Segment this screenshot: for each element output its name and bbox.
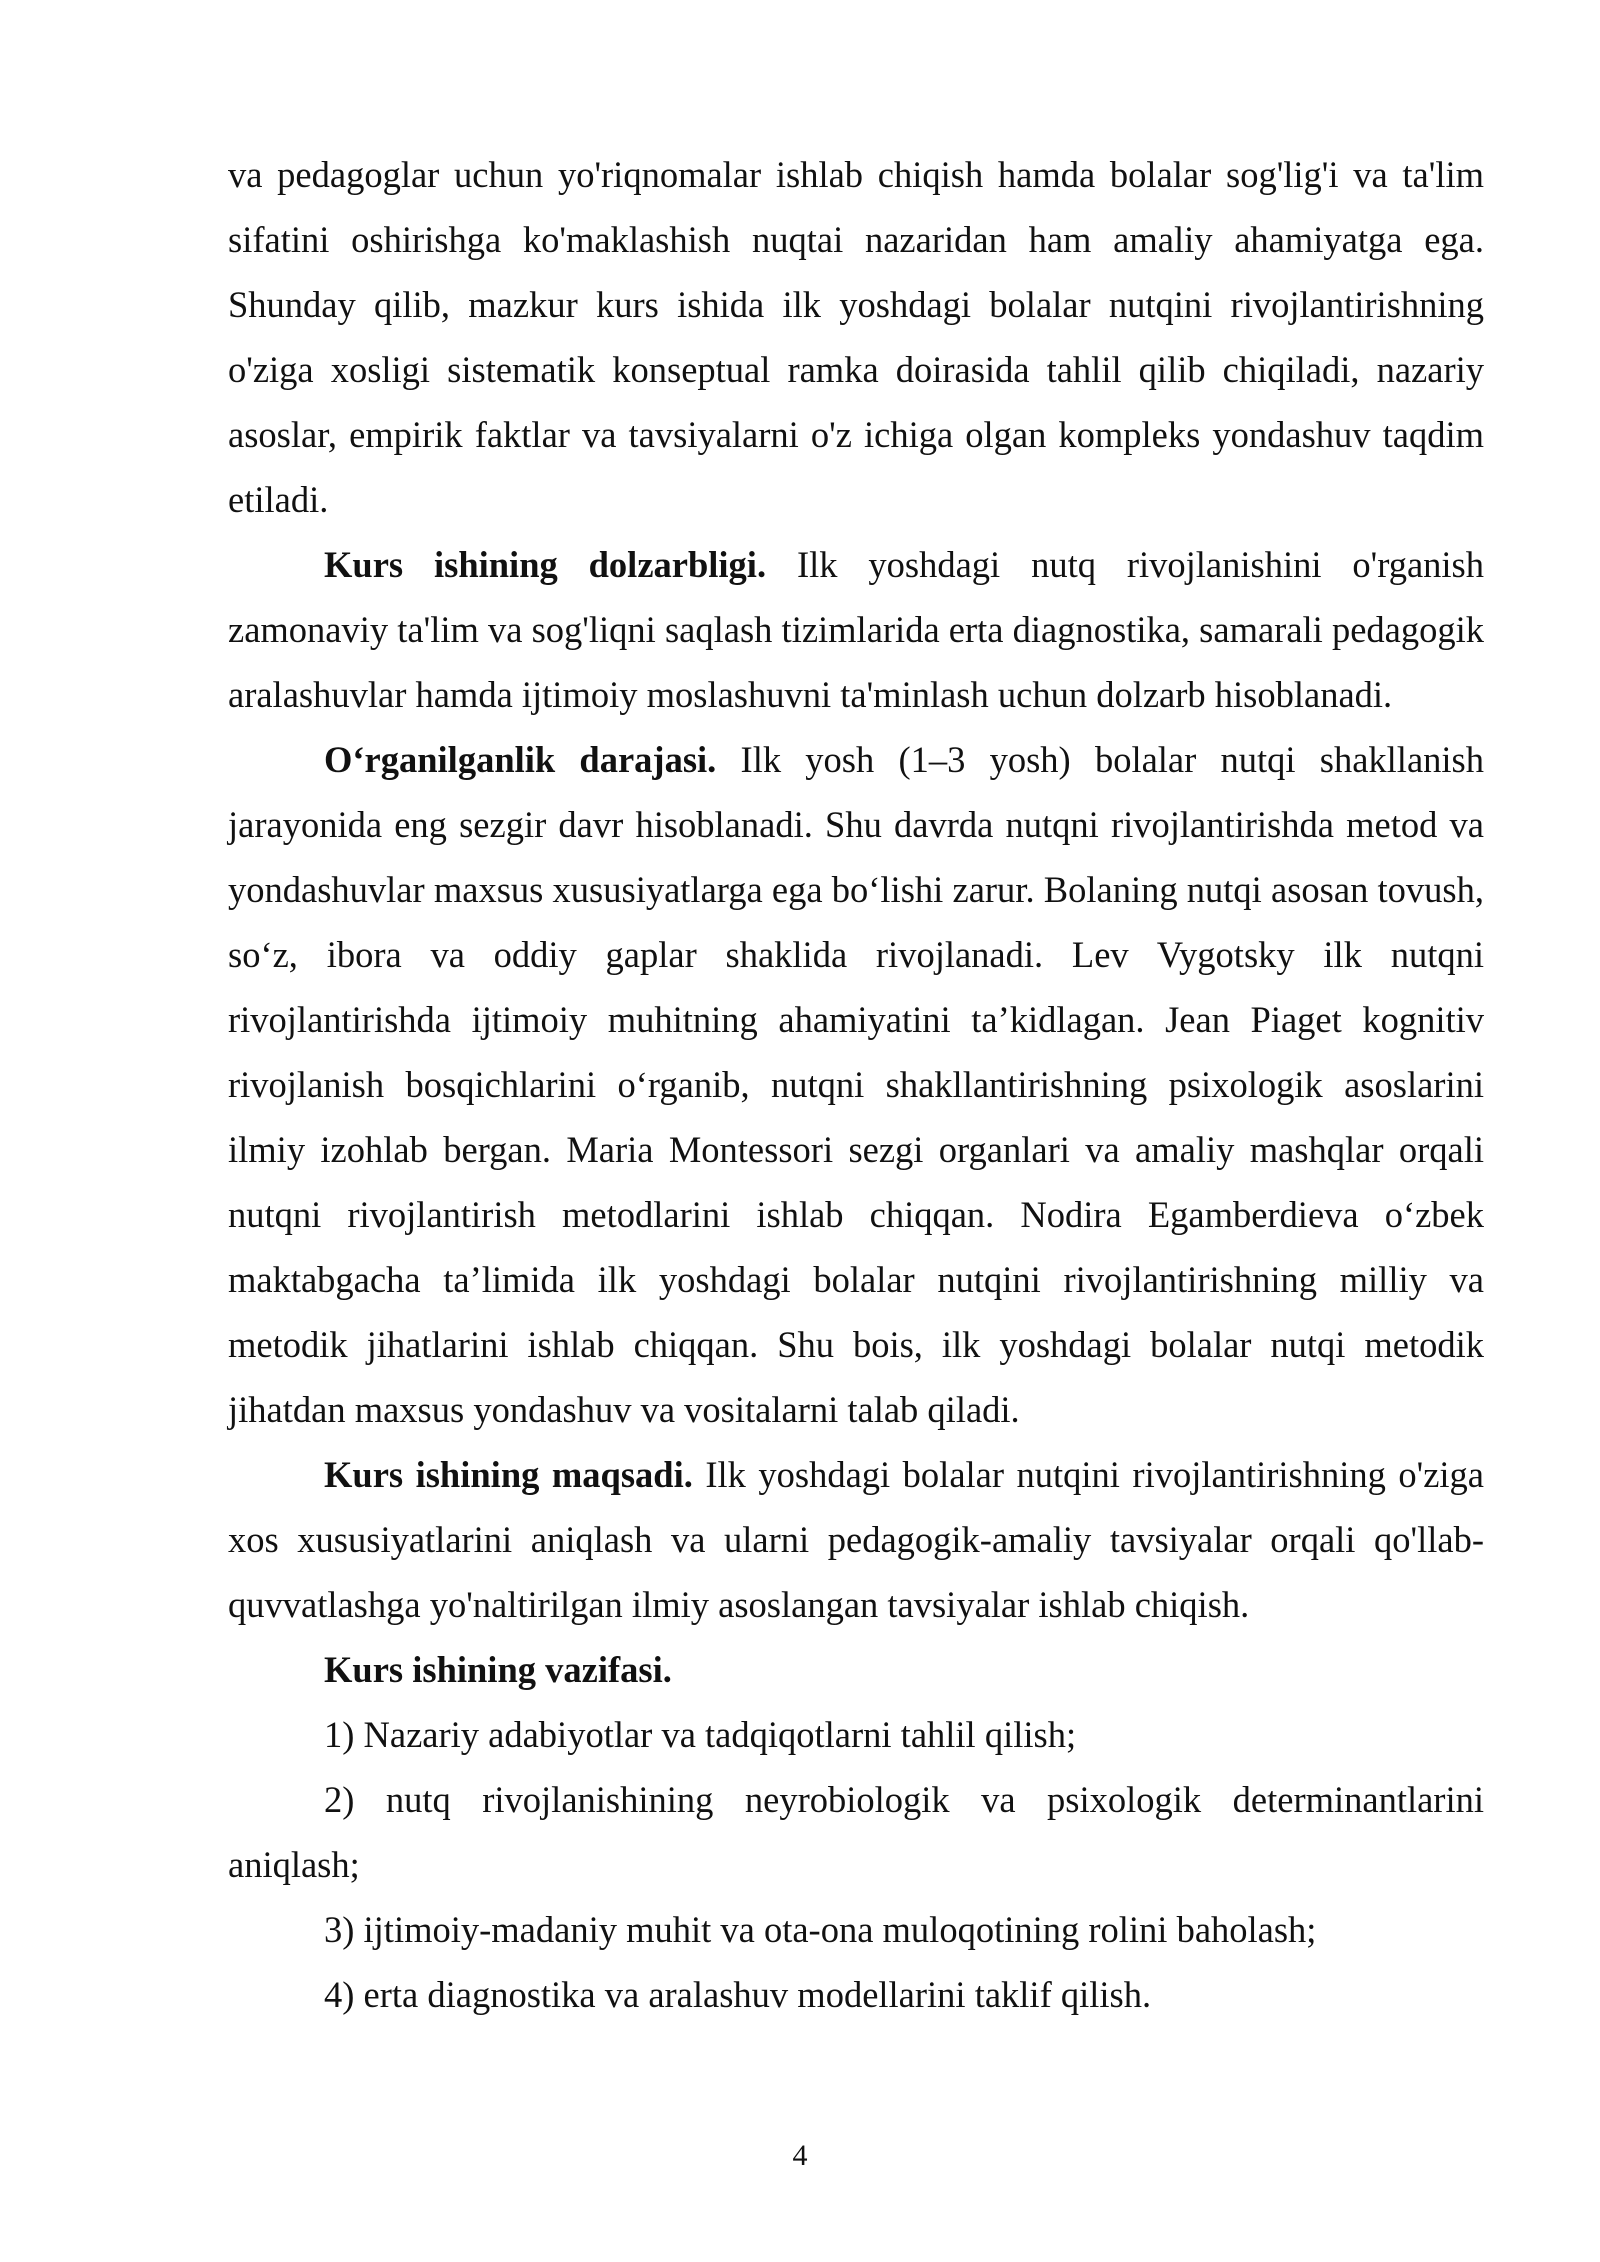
- goal-heading: Kurs ishining maqsadi.: [324, 1454, 693, 1495]
- goal-paragraph: [228, 1442, 1484, 1637]
- tasks-heading: Kurs ishining vazifasi.: [324, 1649, 672, 1690]
- relevance-text: Ilk yoshdagi nutq rivojlanishini o'rganish zamonaviy ta'lim va sog'liqni saqlash tizimlarida erta diagnostika, samarali pedagogik aralashuvlar hamda ijtimoiy moslashuvni ta'minlash uchun dolzarb hisoblanadi.: [228, 544, 1484, 715]
- task-item: 2) nutq rivojlanishining neyrobiologik va psixologik determinantlarini aniqlash;: [228, 1779, 1484, 1885]
- intro-paragraph: va pedagoglar uchun yo'riqnomalar ishlab chiqish hamda bolalar sog'lig'i va ta'lim sifatini oshirishga ko'maklashish nuqtai nazaridan ham amaliy ahamiyatga ega. Shunday qilib, mazkur kurs ishida ilk yoshdagi bolalar nutqini rivojlantirishning o'ziga xosligi sistematik konseptual ramka doirasida tahlil qilib chiqiladi, nazariy asoslar, empirik faktlar va tavsiyalarni o'z ichiga olgan kompleks yondashuv taqdim etiladi.: [228, 154, 1484, 520]
- study-level-heading: O‘rganilganlik darajasi.: [324, 739, 717, 780]
- relevance-heading: Kurs ishining dolzarbligi.: [324, 544, 767, 585]
- study-level-text: Ilk yosh (1–3 yosh) bolalar nutqi shakllanish jarayonida eng sezgir davr hisoblanadi. Shu davrda nutqni rivojlantirishda metod va yondashuvlar maxsus xususiyatlarga ega bo‘lishi zarur. Bolaning nutqi asosan tovush, so‘z, ibora va oddiy gaplar shaklida rivojlanadi. Lev Vygotsky ilk nutqni rivojlantirishda ijtimoiy muhitning ahamiyatini ta’kidlagan. Jean Piaget kognitiv rivojlanish bosqichlarini o‘rganib, nutqni shakllantirishning psixologik asoslarini ilmiy izohlab bergan. Maria Montessori sezgi organlari va amaliy mashqlar orqali nutqni rivojlantirish metodlarini ishlab chiqqan. Nodira Egamberdieva o‘zbek maktabgacha ta’limida ilk yoshdagi bolalar nutqini rivojlantirishning milliy va metodik jihatlarini ishlab chiqqan. Shu bois, ilk yoshdagi bolalar nutqi metodik jihatdan maxsus yondashuv va vositalarni talab qiladi.: [228, 739, 1484, 1430]
- relevance-paragraph: [228, 532, 1484, 727]
- task-item: 3) ijtimoiy-madaniy muhit va ota-ona muloqotining rolini baholash;: [324, 1909, 1317, 1950]
- page-number: 4: [792, 2139, 808, 2172]
- task-item: 4) erta diagnostika va aralashuv modellarini taklif qilish.: [324, 1974, 1152, 2015]
- document-body: [228, 142, 1484, 2027]
- goal-text: Ilk yoshdagi bolalar nutqini rivojlantirishning o'ziga xos xususiyatlarini aniqlash va ularni pedagogik-amaliy tavsiyalar orqali qo'llab-quvvatlashga yo'naltirilgan ilmiy asoslangan tavsiyalar ishlab chiqish.: [228, 1454, 1484, 1625]
- study-level-paragraph: [228, 727, 1484, 1442]
- task-item: 1) Nazariy adabiyotlar va tadqiqotlarni tahlil qilish;: [324, 1714, 1077, 1755]
